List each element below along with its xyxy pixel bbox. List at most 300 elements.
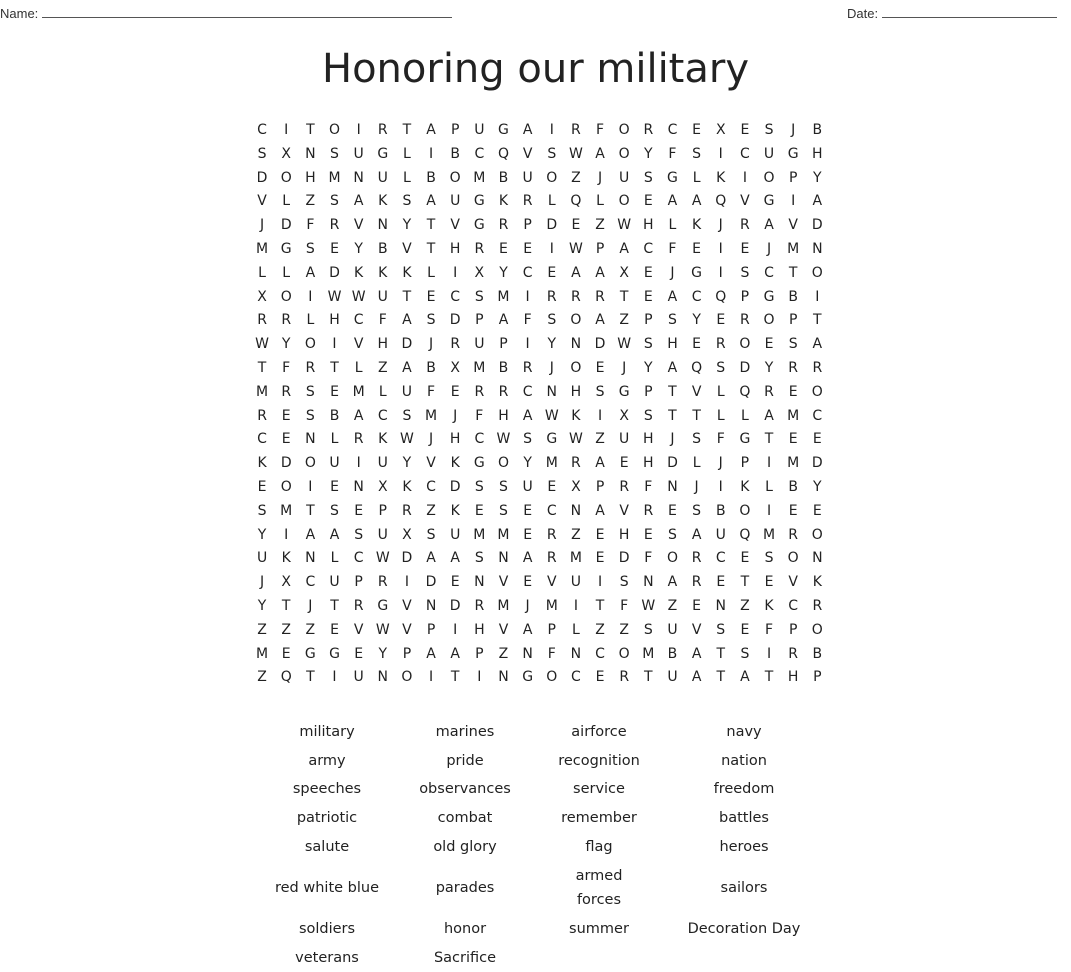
- grid-letter: Y: [644, 145, 653, 162]
- grid-letter: O: [763, 169, 775, 186]
- grid-row: [250, 428, 829, 452]
- grid-letter: H: [787, 669, 799, 686]
- grid-letter: M: [256, 240, 269, 257]
- word-list-item: remember: [561, 810, 637, 827]
- grid-letter: G: [377, 597, 389, 614]
- grid-letter: E: [643, 193, 653, 210]
- grid-letter: K: [402, 264, 412, 281]
- grid-letter: B: [426, 169, 436, 186]
- grid-letter: F: [282, 359, 291, 376]
- grid-letter: E: [643, 264, 653, 281]
- grid-letter: T: [306, 502, 315, 519]
- grid-letter: X: [619, 264, 629, 281]
- grid-letter: E: [426, 288, 436, 305]
- grid-letter: S: [305, 240, 315, 257]
- grid-letter: S: [474, 478, 484, 495]
- grid-letter: S: [643, 336, 653, 353]
- word-list-row: [258, 861, 824, 915]
- grid-letter: N: [715, 597, 726, 614]
- grid-letter: U: [522, 169, 533, 186]
- grid-letter: U: [667, 669, 678, 686]
- grid-letter: A: [305, 526, 316, 543]
- grid-letter: I: [549, 240, 554, 257]
- grid-letter: R: [474, 240, 485, 257]
- grid-letter: E: [281, 431, 291, 448]
- grid-letter: R: [788, 526, 799, 543]
- grid-letter: Q: [739, 526, 751, 543]
- grid-letter: L: [403, 169, 411, 186]
- grid-letter: B: [426, 359, 436, 376]
- grid-letter: S: [619, 574, 629, 591]
- grid-letter: J: [670, 264, 675, 281]
- grid-letter: N: [546, 383, 557, 400]
- grid-letter: L: [596, 193, 604, 210]
- grid-letter: L: [547, 193, 556, 210]
- grid-row: [250, 190, 829, 214]
- grid-letter: R: [643, 502, 654, 519]
- grid-letter: J: [718, 455, 723, 472]
- grid-letter: O: [401, 669, 413, 686]
- grid-letter: W: [544, 407, 559, 424]
- grid-letter: W: [568, 145, 583, 162]
- grid-letter: X: [619, 407, 629, 424]
- grid-letter: P: [740, 455, 750, 472]
- grid-letter: E: [595, 550, 605, 567]
- grid-letter: E: [523, 502, 533, 519]
- grid-letter: Z: [619, 621, 629, 638]
- grid-letter: E: [523, 526, 533, 543]
- grid-letter: Q: [715, 288, 727, 305]
- grid-letter: J: [766, 240, 772, 257]
- grid-letter: S: [330, 145, 339, 162]
- grid-letter: G: [304, 645, 316, 662]
- word-list-item: airforce: [571, 724, 627, 741]
- grid-letter: T: [692, 407, 701, 424]
- grid-letter: G: [739, 431, 751, 448]
- grid-letter: C: [595, 645, 605, 662]
- grid-letter: E: [812, 431, 822, 448]
- grid-letter: D: [256, 169, 268, 186]
- grid-letter: T: [306, 122, 315, 138]
- grid-letter: L: [282, 264, 291, 281]
- grid-letter: R: [522, 359, 533, 376]
- grid-letter: I: [525, 336, 530, 353]
- grid-letter: W: [617, 336, 632, 353]
- grid-letter: S: [764, 550, 774, 567]
- word-list-item: service: [573, 781, 625, 798]
- grid-letter: L: [403, 145, 411, 162]
- grid-letter: L: [692, 455, 701, 472]
- grid-letter: C: [353, 550, 364, 567]
- grid-letter: I: [284, 526, 289, 543]
- grid-letter: O: [618, 193, 630, 210]
- grid-letter: P: [354, 574, 363, 591]
- grid-letter: K: [450, 455, 460, 472]
- grid-letter: C: [691, 288, 702, 305]
- date-label: Date:: [847, 6, 879, 21]
- grid-letter: C: [522, 383, 533, 400]
- grid-row: [250, 333, 829, 357]
- grid-letter: H: [449, 240, 461, 257]
- grid-letter: O: [618, 122, 630, 138]
- word-list-item: veterans: [295, 949, 359, 966]
- grid-letter: U: [474, 122, 485, 138]
- grid-letter: C: [257, 431, 267, 448]
- grid-letter: R: [740, 312, 750, 329]
- grid-letter: S: [499, 478, 508, 495]
- grid-letter: E: [692, 336, 702, 353]
- grid-letter: A: [691, 669, 702, 686]
- grid-letter: Z: [377, 359, 388, 376]
- grid-letter: W: [375, 621, 390, 638]
- grid-letter: E: [330, 383, 339, 400]
- grid-letter: D: [811, 217, 823, 234]
- grid-letter: F: [668, 240, 677, 257]
- grid-letter: U: [377, 169, 388, 186]
- grid-letter: R: [788, 645, 799, 662]
- grid-letter: C: [667, 122, 678, 138]
- grid-letter: O: [449, 169, 461, 186]
- grid-letter: K: [498, 193, 509, 210]
- word-list-item: Decoration Day: [687, 921, 801, 938]
- grid-letter: A: [812, 193, 823, 210]
- grid-letter: H: [474, 621, 485, 638]
- grid-letter: R: [764, 383, 774, 400]
- grid-letter: F: [620, 597, 629, 614]
- grid-letter: A: [522, 621, 533, 638]
- grid-letter: E: [788, 383, 798, 400]
- grid-row: [250, 571, 829, 595]
- grid-letter: R: [281, 383, 292, 400]
- grid-letter: K: [571, 407, 581, 424]
- grid-letter: R: [402, 502, 412, 519]
- grid-letter: E: [716, 574, 726, 591]
- grid-letter: Y: [354, 240, 363, 257]
- grid-letter: P: [788, 621, 798, 638]
- grid-letter: T: [402, 288, 412, 305]
- grid-letter: R: [740, 217, 750, 234]
- grid-letter: A: [691, 526, 702, 543]
- grid-letter: Z: [426, 502, 436, 519]
- grid-letter: O: [811, 621, 823, 638]
- grid-letter: V: [402, 240, 412, 257]
- grid-letter: S: [643, 407, 653, 424]
- grid-letter: Q: [280, 669, 292, 686]
- grid-letter: M: [256, 645, 269, 662]
- grid-letter: B: [812, 122, 823, 138]
- grid-letter: O: [811, 526, 823, 543]
- grid-letter: K: [692, 217, 702, 234]
- grid-letter: R: [812, 359, 823, 376]
- word-list-item: freedom: [713, 781, 775, 798]
- grid-letter: E: [692, 240, 702, 257]
- grid-letter: N: [812, 550, 823, 567]
- grid-letter: U: [256, 550, 268, 567]
- grid-letter: S: [595, 383, 605, 400]
- grid-letter: M: [280, 502, 293, 519]
- grid-letter: E: [571, 217, 581, 234]
- grid-letter: V: [498, 574, 509, 591]
- grid-letter: D: [449, 478, 461, 495]
- grid-letter: B: [788, 288, 798, 305]
- grid-letter: R: [812, 597, 823, 614]
- grid-letter: Y: [813, 169, 822, 186]
- grid-letter: F: [378, 312, 387, 329]
- grid-row: [250, 666, 829, 690]
- grid-letter: H: [812, 145, 823, 162]
- grid-letter: R: [450, 336, 461, 353]
- grid-letter: I: [404, 574, 409, 591]
- grid-letter: O: [763, 312, 775, 329]
- grid-letter: I: [356, 455, 361, 472]
- grid-letter: R: [377, 574, 388, 591]
- grid-letter: J: [525, 597, 530, 614]
- grid-letter: E: [740, 240, 750, 257]
- grid-letter: T: [668, 383, 677, 400]
- grid-letter: L: [354, 359, 363, 376]
- grid-letter: U: [763, 145, 775, 162]
- grid-letter: S: [716, 359, 726, 376]
- grid-letter: K: [378, 193, 388, 210]
- grid-letter: K: [402, 478, 412, 495]
- word-list-item: patriotic: [296, 810, 358, 827]
- grid-letter: I: [718, 240, 723, 257]
- grid-letter: C: [715, 550, 726, 567]
- grid-letter: I: [742, 169, 747, 186]
- grid-letter: R: [643, 122, 654, 138]
- grid-letter: E: [692, 597, 702, 614]
- grid-letter: N: [353, 169, 364, 186]
- word-list-item: Sacrifice: [433, 949, 497, 966]
- grid-letter: I: [766, 455, 772, 472]
- grid-letter: O: [666, 550, 678, 567]
- grid-letter: Z: [740, 597, 750, 614]
- grid-letter: S: [692, 502, 702, 519]
- grid-letter: C: [571, 669, 581, 686]
- grid-letter: L: [378, 383, 387, 400]
- grid-letter: Z: [595, 217, 605, 234]
- word-list-row: [258, 718, 824, 747]
- grid-letter: S: [643, 169, 653, 186]
- grid-letter: S: [402, 193, 412, 210]
- grid-letter: H: [643, 431, 654, 448]
- grid-letter: P: [450, 122, 460, 138]
- grid-letter: V: [788, 574, 798, 591]
- grid-letter: W: [617, 217, 632, 234]
- grid-letter: G: [377, 145, 389, 162]
- word-search-grid: [250, 119, 829, 690]
- grid-letter: C: [788, 597, 799, 614]
- grid-letter: I: [718, 264, 723, 281]
- word-list-item: battles: [719, 810, 769, 827]
- grid-letter: H: [667, 336, 678, 353]
- grid-letter: T: [668, 407, 677, 424]
- grid-letter: R: [546, 526, 557, 543]
- date-field[interactable]: [847, 5, 1057, 21]
- grid-letter: J: [791, 122, 796, 138]
- grid-letter: V: [546, 574, 557, 591]
- grid-letter: L: [330, 550, 339, 567]
- word-list-item: armed forces: [575, 867, 623, 908]
- grid-letter: M: [497, 288, 510, 305]
- grid-letter: A: [329, 526, 340, 543]
- grid-letter: P: [426, 621, 436, 638]
- grid-letter: E: [354, 502, 364, 519]
- word-list-row: [258, 915, 824, 944]
- grid-letter: T: [716, 669, 726, 686]
- name-line[interactable]: [42, 5, 452, 18]
- grid-letter: E: [740, 621, 750, 638]
- grid-row: [250, 262, 829, 286]
- grid-letter: I: [718, 145, 723, 162]
- grid-letter: X: [715, 122, 726, 138]
- grid-letter: X: [571, 478, 581, 495]
- grid-letter: B: [715, 502, 726, 519]
- grid-letter: F: [644, 550, 653, 567]
- grid-letter: G: [618, 383, 630, 400]
- grid-letter: U: [401, 383, 413, 400]
- grid-letter: V: [691, 621, 702, 638]
- grid-letter: N: [305, 145, 316, 162]
- name-label: Name:: [0, 6, 39, 21]
- grid-letter: A: [764, 407, 774, 424]
- grid-letter: H: [377, 336, 389, 353]
- grid-letter: K: [281, 550, 291, 567]
- grid-letter: M: [425, 407, 438, 424]
- grid-letter: J: [718, 217, 723, 234]
- word-list-item: navy: [726, 724, 762, 741]
- grid-letter: F: [547, 645, 556, 662]
- grid-letter: S: [305, 407, 315, 424]
- grid-letter: A: [667, 574, 678, 591]
- grid-letter: A: [305, 264, 316, 281]
- grid-letter: S: [499, 502, 508, 519]
- grid-letter: T: [764, 431, 774, 448]
- grid-letter: C: [426, 478, 436, 495]
- grid-letter: R: [571, 122, 581, 138]
- grid-letter: S: [330, 193, 339, 210]
- grid-letter: I: [597, 407, 603, 424]
- grid-letter: W: [399, 431, 414, 448]
- grid-letter: T: [619, 288, 629, 305]
- grid-letter: U: [619, 169, 630, 186]
- grid-letter: V: [498, 621, 509, 638]
- date-line[interactable]: [882, 5, 1057, 18]
- grid-letter: V: [426, 455, 436, 472]
- grid-letter: I: [573, 597, 578, 614]
- grid-letter: H: [618, 526, 630, 543]
- grid-letter: J: [428, 431, 434, 448]
- word-list-item: summer: [569, 921, 629, 938]
- grid-letter: M: [473, 526, 486, 543]
- grid-letter: V: [353, 336, 364, 353]
- grid-letter: A: [353, 407, 364, 424]
- grid-letter: C: [643, 240, 654, 257]
- grid-letter: E: [764, 574, 774, 591]
- grid-letter: S: [547, 145, 557, 162]
- grid-letter: I: [308, 288, 313, 305]
- grid-row: [250, 452, 829, 476]
- grid-letter: A: [595, 312, 605, 329]
- grid-letter: T: [813, 312, 822, 329]
- word-list-row: [258, 944, 824, 972]
- grid-letter: Z: [595, 621, 605, 638]
- grid-letter: E: [281, 645, 291, 662]
- grid-letter: N: [522, 645, 533, 662]
- word-list-item: flag: [585, 838, 613, 855]
- grid-letter: Y: [257, 526, 267, 543]
- grid-letter: E: [281, 407, 291, 424]
- grid-letter: I: [718, 478, 723, 495]
- word-list-item: sailors: [720, 879, 768, 896]
- grid-letter: S: [330, 502, 339, 519]
- grid-letter: B: [377, 240, 388, 257]
- grid-letter: H: [449, 431, 461, 448]
- grid-letter: N: [474, 574, 485, 591]
- grid-letter: M: [497, 526, 510, 543]
- grid-letter: U: [329, 455, 340, 472]
- grid-letter: T: [306, 669, 315, 686]
- grid-letter: I: [525, 288, 530, 305]
- grid-row: [250, 214, 829, 238]
- grid-letter: G: [329, 645, 340, 662]
- grid-letter: P: [595, 478, 605, 495]
- grid-letter: X: [377, 478, 388, 495]
- word-list-item: observances: [419, 781, 511, 798]
- grid-letter: C: [546, 502, 557, 519]
- grid-letter: S: [716, 621, 726, 638]
- grid-letter: L: [692, 169, 701, 186]
- grid-letter: T: [595, 597, 605, 614]
- grid-letter: V: [522, 145, 533, 162]
- grid-letter: P: [644, 383, 653, 400]
- grid-letter: S: [692, 145, 702, 162]
- grid-letter: L: [740, 407, 749, 424]
- grid-row: [250, 643, 829, 667]
- grid-letter: U: [715, 526, 726, 543]
- name-field[interactable]: [0, 5, 452, 21]
- grid-letter: Z: [305, 193, 316, 210]
- grid-letter: S: [305, 383, 315, 400]
- grid-letter: Z: [498, 645, 509, 662]
- grid-letter: J: [453, 407, 458, 424]
- grid-letter: O: [570, 312, 582, 329]
- grid-letter: N: [305, 431, 316, 448]
- grid-letter: U: [377, 288, 388, 305]
- grid-letter: T: [402, 122, 412, 138]
- grid-letter: Q: [691, 359, 703, 376]
- grid-row: [250, 238, 829, 262]
- grid-letter: S: [426, 526, 436, 543]
- grid-letter: F: [716, 431, 725, 448]
- grid-letter: P: [788, 312, 798, 329]
- word-list-row: [258, 804, 824, 833]
- grid-letter: S: [668, 312, 677, 329]
- grid-letter: G: [522, 669, 534, 686]
- grid-letter: U: [353, 145, 364, 162]
- grid-letter: P: [402, 645, 412, 662]
- grid-letter: G: [667, 169, 678, 186]
- grid-letter: L: [765, 478, 773, 495]
- grid-row: [250, 500, 829, 524]
- grid-letter: A: [402, 312, 412, 329]
- grid-row: [250, 619, 829, 643]
- grid-letter: R: [353, 431, 364, 448]
- grid-letter: C: [522, 264, 533, 281]
- grid-letter: R: [353, 597, 364, 614]
- grid-letter: W: [327, 288, 342, 305]
- grid-letter: T: [764, 669, 774, 686]
